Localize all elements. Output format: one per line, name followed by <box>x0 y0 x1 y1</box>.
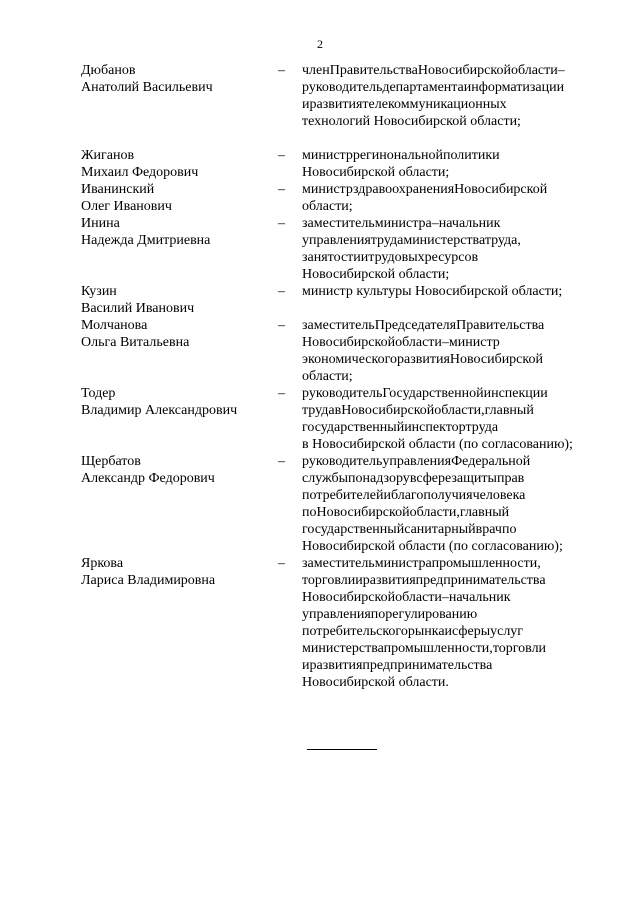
member-position <box>302 181 604 215</box>
page-number: 2 <box>317 37 323 51</box>
member-name <box>81 283 278 317</box>
member-entry <box>81 385 604 453</box>
member-entry <box>81 453 604 555</box>
member-position <box>302 555 604 691</box>
member-given-names: Надежда Дмитриевна <box>81 233 211 248</box>
member-surname: Жиганов <box>81 148 135 163</box>
position-line: министррегинональнойполитики <box>302 148 500 163</box>
position-line: технологий Новосибирской области; <box>302 114 521 129</box>
position-line: государственныйинспектортруда <box>302 420 499 435</box>
position-line: потребительскогорынкаисферыуслуг <box>302 624 524 639</box>
position-line: потребителейиблагополучиячеловека <box>302 488 526 503</box>
member-surname: Иванинский <box>81 182 155 197</box>
member-name <box>81 453 278 487</box>
dash-separator: – <box>278 182 285 197</box>
member-position <box>302 62 604 130</box>
position-line: торговлииразвитияпредпринимательства <box>302 573 546 588</box>
position-line: руководительдепартаментаинформатизации <box>302 80 565 95</box>
member-entry <box>81 317 604 385</box>
end-divider <box>307 749 377 750</box>
position-line: Новосибирской области. <box>302 675 449 690</box>
dash-separator: – <box>278 284 285 299</box>
member-given-names: Василий Иванович <box>81 301 195 316</box>
member-surname: Тодер <box>81 386 116 401</box>
member-name <box>81 62 278 96</box>
position-line: Новосибирской области; <box>302 267 450 282</box>
member-surname: Яркова <box>81 556 124 571</box>
member-given-names: Ольга Витальевна <box>81 335 190 350</box>
position-line: Новосибирскойобласти–министр <box>302 335 500 350</box>
position-line: службыпонадзорувсферезащитыправ <box>302 471 525 486</box>
member-position <box>302 215 604 283</box>
position-line: Новосибирской области; <box>302 165 450 180</box>
position-line: министерствапромышленности,торговли <box>302 641 547 656</box>
member-name <box>81 385 278 419</box>
member-entry <box>81 555 604 691</box>
dash-separator: – <box>278 454 285 469</box>
position-line: иразвитияпредпринимательства <box>302 658 493 673</box>
member-entry <box>81 215 604 283</box>
member-position <box>302 283 604 300</box>
position-line: Новосибирскойобласти–начальник <box>302 590 511 605</box>
dash-separator: – <box>278 63 285 78</box>
member-entry <box>81 147 604 181</box>
member-name <box>81 147 278 181</box>
member-surname: Инина <box>81 216 120 231</box>
position-line: области; <box>302 369 353 384</box>
member-name <box>81 555 278 589</box>
member-position <box>302 147 604 181</box>
member-surname: Дюбанов <box>81 63 136 78</box>
member-surname: Щербатов <box>81 454 141 469</box>
position-line: области; <box>302 199 353 214</box>
position-line: членПравительстваНовосибирскойобласти– <box>302 63 565 78</box>
member-name <box>81 215 278 249</box>
member-given-names: Лариса Владимировна <box>81 573 216 588</box>
position-line: руководительуправленияФедеральной <box>302 454 531 469</box>
member-position <box>302 453 604 555</box>
position-line: государственныйсанитарныйврачпо <box>302 522 517 537</box>
member-given-names: Александр Федорович <box>81 471 215 486</box>
member-surname: Молчанова <box>81 318 148 333</box>
member-entry <box>81 181 604 215</box>
member-name <box>81 317 278 351</box>
member-given-names: Владимир Александрович <box>81 403 238 418</box>
member-position <box>302 317 604 385</box>
position-line: занятостиитрудовыхресурсов <box>302 250 479 265</box>
position-line: заместительминистрапромышленности, <box>302 556 541 571</box>
dash-separator: – <box>278 148 285 163</box>
member-entry <box>81 62 604 130</box>
position-line: Новосибирской области (по согласованию); <box>302 539 563 554</box>
position-line: заместительПредседателяПравительства <box>302 318 545 333</box>
dash-separator: – <box>278 386 285 401</box>
member-name <box>81 181 278 215</box>
members-list <box>81 62 604 691</box>
position-line: в Новосибирской области (по согласованию); <box>302 437 573 452</box>
member-position <box>302 385 604 453</box>
dash-separator: – <box>278 318 285 333</box>
member-given-names: Олег Иванович <box>81 199 172 214</box>
dash-separator: – <box>278 216 285 231</box>
position-line: поНовосибирскойобласти,главный <box>302 505 510 520</box>
member-given-names: Михаил Федорович <box>81 165 199 180</box>
member-surname: Кузин <box>81 284 117 299</box>
member-given-names: Анатолий Васильевич <box>81 80 213 95</box>
position-line: министр культуры Новосибирской области; <box>302 284 563 299</box>
dash-separator: – <box>278 556 285 571</box>
position-line: заместительминистра–начальник <box>302 216 501 231</box>
position-line: экономическогоразвитияНовосибирской <box>302 352 543 367</box>
position-line: руководительГосударственнойинспекции <box>302 386 548 401</box>
position-line: трудавНовосибирскойобласти,главный <box>302 403 534 418</box>
position-line: иразвитиятелекоммуникационных <box>302 97 507 112</box>
position-line: министрздравоохраненияНовосибирской <box>302 182 548 197</box>
position-line: управлениятрудаминистерстватруда, <box>302 233 521 248</box>
position-line: управленияпорегулированию <box>302 607 478 622</box>
member-entry <box>81 283 604 317</box>
